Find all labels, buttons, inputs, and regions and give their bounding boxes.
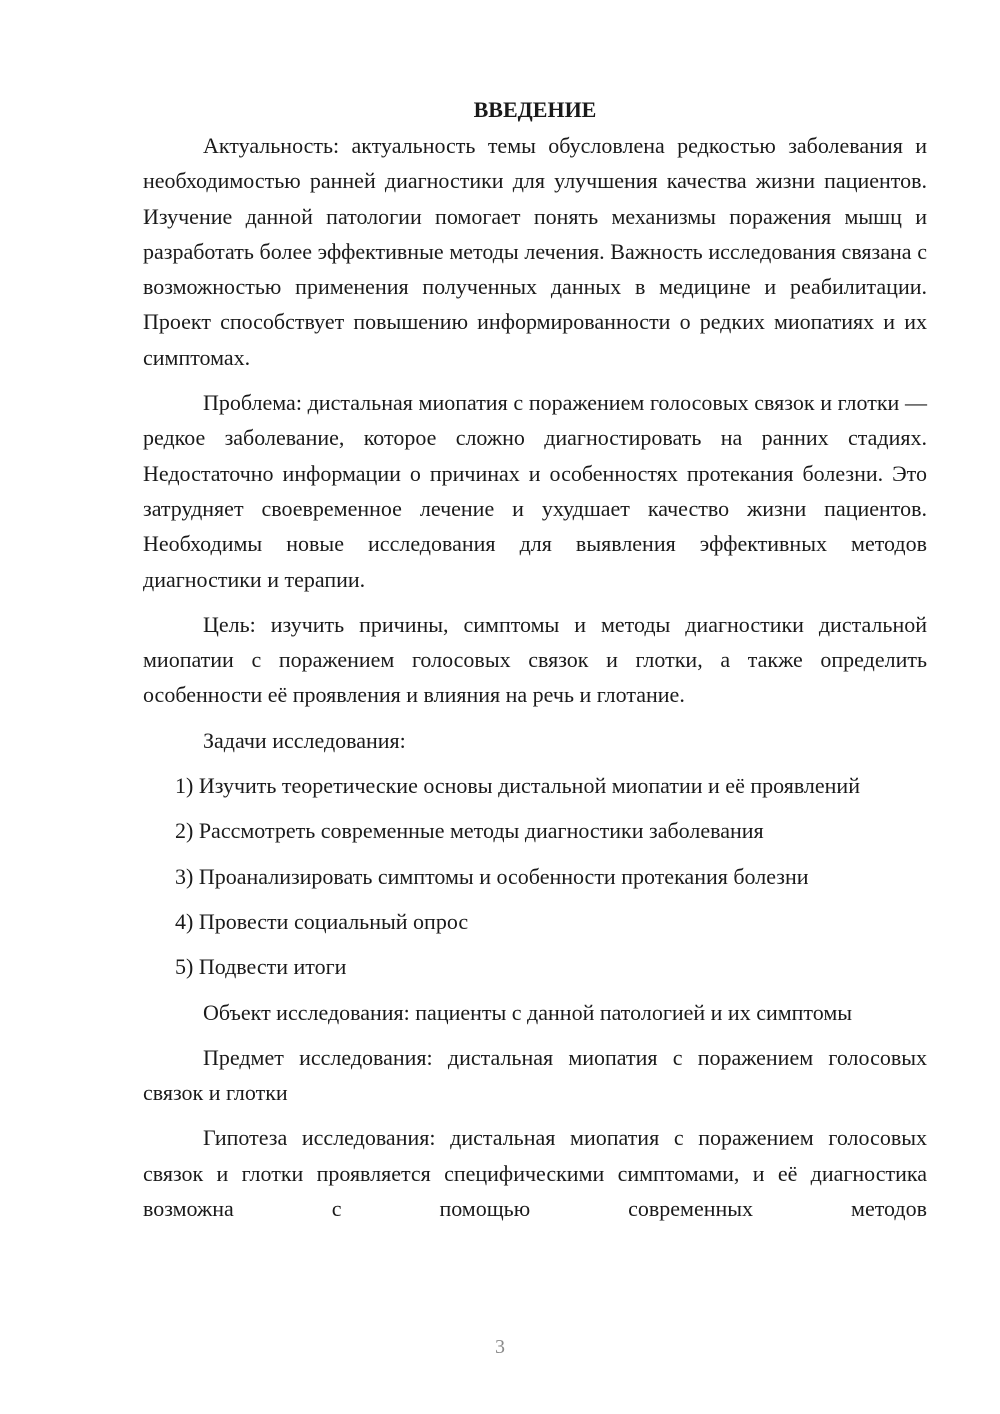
tasks-list [143, 768, 927, 984]
task-item-3: 3) Проанализировать симптомы и особенности протекания болезни [175, 863, 809, 889]
task-item-4: 4) Провести социальный опрос [175, 908, 469, 934]
hypothesis-paragraph: Гипотеза исследования: дистальная миопатия с поражением голосовых связок и глотки проявляется специфическими симптомами, и её диагностика возможна с помощью современных методов [143, 1125, 927, 1222]
tasks-heading: Задачи исследования: [203, 727, 406, 753]
page-number: 3 [495, 1336, 505, 1358]
task-item-2: 2) Рассмотреть современные методы диагностики заболевания [175, 818, 764, 844]
document-page [143, 92, 927, 1226]
section-heading: ВВЕДЕНИЕ [473, 97, 597, 122]
subject-paragraph: Предмет исследования: дистальная миопатия с поражением голосовых связок и глотки [143, 1044, 927, 1106]
problem-paragraph: Проблема: дистальная миопатия с поражением голосовых связок и глотки — редкое заболевание, которое сложно диагностировать на ранних стадиях. Недостаточно информации о причинах и особенностях протекания болезни. Это затрудняет своевременное лечение и ухудшает качество жизни пациентов. Необходимы новые исследования для выявления эффективных методов диагностики и терапии. [143, 390, 927, 592]
task-item-5: 5) Подвести итоги [175, 954, 347, 980]
goal-paragraph: Цель: изучить причины, симптомы и методы диагностики дистальной миопатии с поражением голосовых связок и глотки, а также определить особенности её проявления и влияния на речь и глотание. [143, 611, 927, 708]
object-paragraph: Объект исследования: пациенты с данной патологией и их симптомы [203, 999, 853, 1025]
task-item-1: 1) Изучить теоретические основы дистальной миопатии и её проявлений [175, 773, 860, 799]
relevance-paragraph: Актуальность: актуальность темы обусловлена редкостью заболевания и необходимостью ранней диагностики для улучшения качества жизни пациентов. Изучение данной патологии помогает понять механизмы поражения мышц и разработать более эффективные методы лечения. Важность исследования связана с возможностью применения полученных данных в медицине и реабилитации. Проект способствует повышению информированности о редких миопатиях и их симптомах. [143, 133, 927, 370]
